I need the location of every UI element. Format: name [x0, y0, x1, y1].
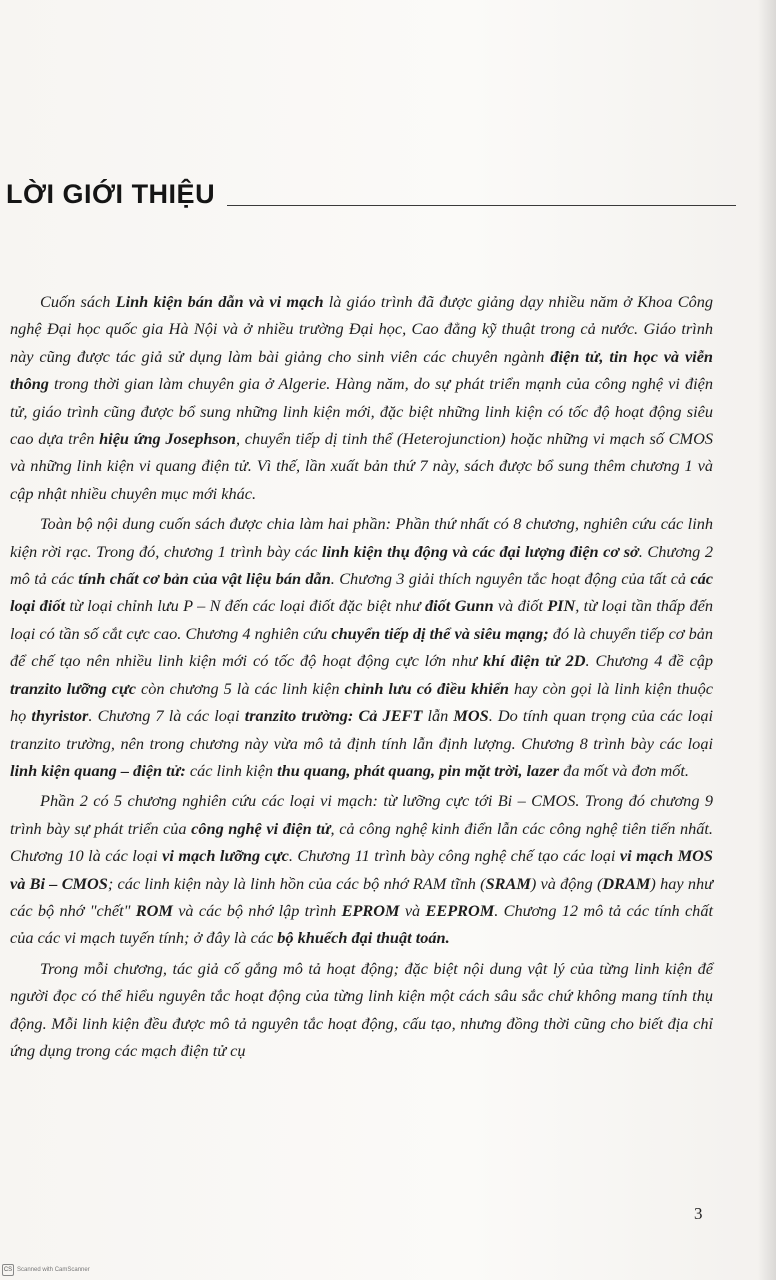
body-text: [10, 288, 713, 1064]
scanner-logo-icon: CS: [2, 1264, 14, 1276]
heading-rule: [227, 205, 736, 206]
bold-run: công nghệ vi điện tử: [191, 818, 331, 838]
paragraph: [10, 288, 713, 507]
bold-run: điện tử, tin học và viễn thông: [10, 346, 713, 394]
bold-run: vi mạch lưỡng cực: [162, 846, 289, 866]
bold-run: hiệu ứng Josephson: [99, 429, 236, 449]
bold-run: MOS: [453, 706, 489, 726]
bold-run: PIN: [547, 596, 576, 616]
scanner-watermark: [2, 1264, 90, 1276]
text-run: Toàn bộ nội dung cuốn sách được chia làm hai phần: Phần thứ nhất có 8 chương, nghiên cứu các linh kiện rời rạc. Trong đó, chương 1 trình bày các: [10, 514, 713, 561]
bold-run: khí điện tử 2D: [482, 651, 586, 671]
bold-run: điốt Gunn: [424, 596, 494, 616]
text-run: còn chương 5 là các linh kiện: [135, 678, 345, 698]
bold-run: tranzito lưỡng cực: [10, 678, 136, 698]
bold-run: SRAM: [485, 873, 531, 893]
bold-run: Linh kiện bán dẫn và vi mạch: [115, 292, 324, 311]
paragraph: [10, 955, 713, 1065]
bold-run: thu quang, phát quang, pin mặt trời, lazer: [277, 760, 560, 780]
text-run: Phần 2 có 5 chương nghiên cứu các loại vi mạch: từ lưỡng cực tới Bi – CMOS. Trong đó chương 9 trình bày sự phát triển của: [10, 791, 713, 838]
bold-run: EPROM: [341, 900, 400, 920]
bold-run: DRAM: [602, 873, 651, 893]
bold-run: ROM: [135, 900, 173, 920]
text-run: là giáo trình đã được giảng dạy nhiều năm ở Khoa Công nghệ Đại học quốc gia Hà Nội và ở nhiều trường Đại học, Cao đẳng kỹ thuật trong cả nước. Giáo trình này cũng được tác giả sử dụng làm bài giảng cho sinh viên các chuyên ngành: [10, 292, 713, 366]
bold-run: EEPROM: [425, 900, 495, 920]
text-run: , cả công nghệ kinh điển lẫn các công nghệ tiên tiến nhất. Chương 10 là các loại: [10, 818, 713, 866]
text-run: , từ loại tần thấp đến loại có tần số cắt cực cao. Chương 4 nghiên cứu: [10, 596, 714, 643]
bold-run: chỉnh lưu có điều khiển: [344, 678, 509, 698]
bold-run: bộ khuếch đại thuật toán.: [277, 928, 450, 948]
text-run: Trong mỗi chương, tác giả cố gắng mô tả hoạt động; đặc biệt nội dung vật lý của từng linh kiện để người đọc có thể hiểu nguyên tắc hoạt động của từng linh kiện một cách sâu sắc chứ không mang tính thụ động. Mỗi linh kiện đều được mô tả nguyên tắc hoạt động, cấu tạo, nhưng đồng thời cũng cho biết địa chỉ ứng dụng trong các mạch điện tử cụ: [10, 958, 713, 1060]
text-run: lẫn: [422, 706, 454, 726]
text-run: . Do tính quan trọng của các loại tranzito trường, nên trong chương này vừa mô tả định tính lẫn định lượng. Chương 8 trình bày các loại: [10, 706, 713, 753]
bold-run: thyristor: [31, 706, 89, 726]
text-run: ; các linh kiện này là linh hồn của các bộ nhớ RAM tĩnh (: [107, 873, 486, 893]
chapter-heading: [6, 168, 736, 208]
bold-run: các loại điốt: [10, 569, 714, 616]
text-run: . Chương 3 giải thích nguyên tắc hoạt động của tất cả: [330, 569, 691, 589]
text-run: và: [399, 900, 426, 920]
bold-run: linh kiện thụ động và các đại lượng điện cơ sở: [321, 541, 639, 561]
text-run: Cuốn sách: [40, 292, 116, 311]
text-run: ) và động (: [530, 873, 603, 893]
text-run: . Chương 11 trình bày công nghệ chế tạo các loại: [288, 846, 620, 866]
text-run: đó là chuyển tiếp cơ bản để chế tạo nên nhiều linh kiện mới có tốc độ hoạt động cực lớn như: [10, 623, 713, 671]
text-run: , chuyển tiếp dị tinh thể (Heterojunction) hoặc những vi mạch số CMOS và những linh kiện vi quang điện tử. Vì thế, lần xuất bản thứ 7 này, sách được bổ sung thêm chương 1 và cập nhật nhiều chuyên mục mới khác.: [10, 429, 713, 503]
bold-run: tính chất cơ bản của vật liệu bán dẫn: [78, 569, 331, 589]
bold-run: linh kiện quang – điện tử:: [10, 760, 186, 780]
text-run: . Chương 2 mô tả các: [10, 541, 713, 589]
scanner-text: Scanned with CamScanner: [17, 1267, 90, 1273]
paragraph: [10, 510, 713, 784]
text-run: . Chương 4 đề cập: [585, 651, 713, 671]
text-run: từ loại chỉnh lưu P – N đến các loại điốt đặc biệt như: [65, 596, 425, 616]
text-run: các linh kiện: [185, 760, 278, 780]
bold-run: vi mạch MOS và Bi – CMOS: [10, 846, 713, 893]
text-run: . Chương 7 là các loại: [88, 706, 245, 726]
text-run: và các bộ nhớ lập trình: [172, 900, 342, 920]
page-number: 3: [694, 1204, 703, 1223]
bold-run: tranzito trường: Cả JEFT: [244, 706, 423, 726]
bold-run: chuyển tiếp dị thể và siêu mạng;: [331, 623, 549, 643]
heading-title: LỜI GIỚI THIỆU: [6, 179, 216, 209]
text-run: đa mốt và đơn mốt.: [559, 760, 689, 780]
text-run: trong thời gian làm chuyên gia ở Algerie. Hàng năm, do sự phát triển mạnh của công nghệ vi điện tử, giáo trình cũng được bổ sung những linh kiện mới, đặc biệt những linh kiện có tốc độ hoạt động siêu cao dựa trên: [10, 374, 713, 449]
text-run: hay còn gọi là linh kiện thuộc họ: [10, 678, 714, 726]
text-run: và điốt: [493, 596, 548, 616]
text-run: . Chương 12 mô tả các tính chất của các vi mạch tuyến tính; ở đây là các: [10, 900, 713, 948]
paragraph: [10, 787, 713, 951]
text-run: ) hay như các bộ nhớ "chết": [10, 873, 714, 920]
page-spine-shadow: [758, 0, 776, 1280]
